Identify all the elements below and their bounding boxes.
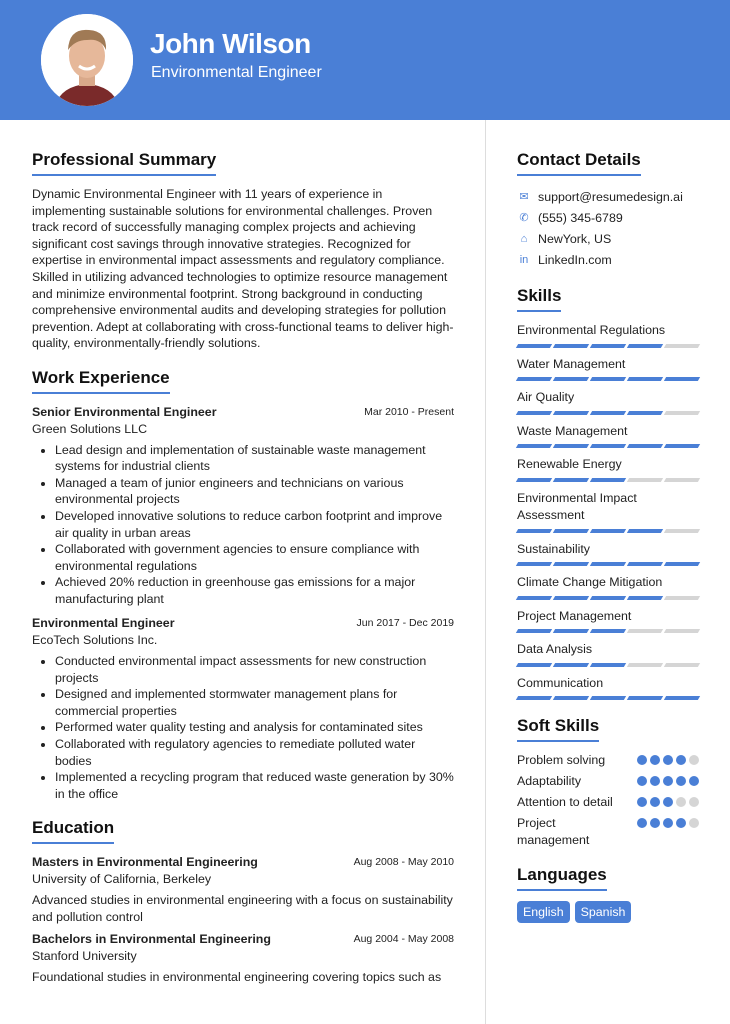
job-title: Environmental Engineer [32,616,175,631]
skill-bar-segment [664,696,700,700]
rating-dot [637,818,647,828]
rating-dot [663,755,673,765]
skill-name: Climate Change Mitigation [517,575,663,589]
experience-section [32,368,454,802]
skill-bar-segment [664,596,700,600]
skill-bar-segment [553,529,589,533]
phone-icon: ✆ [519,212,529,224]
skill-name: Data Analysis [517,642,593,656]
rating-dot [676,776,686,786]
skill-bar-segment [627,596,663,600]
skill-bar-segment [553,444,589,448]
header [0,0,730,120]
skill-bar-segment [664,529,700,533]
skill-level-bar [517,596,699,600]
skill-bar-segment [627,344,663,348]
skill-bar-segment [516,696,552,700]
soft-skill-name: Project management [517,816,590,847]
education-date: Aug 2004 - May 2008 [353,933,454,946]
skill-bar-segment [553,596,589,600]
skill-name: Communication [517,675,604,690]
envelope-icon: ✉ [519,191,529,203]
summary-text: Dynamic Environmental Engineer with 11 years of experience in implementing sustainable solutions for environmental challenges. Proven track record of successfully managing complex projects and achieving significant cost savings through innovative strategies. Recognized for expertise in environmental impact assessments and regulatory compliance. Skilled in utilizing advanced technologies to optimize resource management and minimize environmental footprint. Strong background in conducting comprehensive environmental audits and developing strategies for pollution prevention. Adept at collaborating with cross-functional teams to deliver high-quality, environmentally-friendly solutions. [32,187,454,351]
rating-dot [676,818,686,828]
skill-level-bar [517,696,699,700]
skill-bar-segment [516,377,552,381]
rating-dot [676,755,686,765]
skill-bar-segment [664,663,700,667]
rating-dot [650,776,660,786]
education-section [32,818,454,985]
rating-dot [650,818,660,828]
skill-bar-segment [516,529,552,533]
soft-skill-name: Problem solving [517,753,606,767]
skill-name: Water Management [517,356,626,371]
skill-bar-segment [590,529,626,533]
rating-dot [637,797,647,807]
skill-name: Air Quality [517,390,575,404]
contact-text: LinkedIn.com [538,252,612,267]
skills-section [517,286,699,700]
rating-dot [689,755,699,765]
rating-dot [663,797,673,807]
skill-bar-segment [553,411,589,415]
skill-bar-segment [516,596,552,600]
skill-bar-segment [590,344,626,348]
contact-item [517,249,699,270]
skill-name: Waste Management [517,423,628,438]
skill-bar-segment [664,562,700,566]
section-heading: Education [32,818,114,844]
job-date: Jun 2017 - Dec 2019 [356,617,454,630]
skill-name: Environmental Impact Assessment [517,490,637,522]
section-heading: Skills [517,286,561,312]
skill-bar-segment [590,444,626,448]
skill-bar-segment [553,663,589,667]
degree: Bachelors in Environmental Engineering [32,932,271,947]
skill-bar-segment [664,377,700,381]
job-company: EcoTech Solutions Inc. [32,633,158,648]
skill-bar-segment [553,629,589,633]
skill-bar-segment [553,344,589,348]
rating-dot [689,776,699,786]
contact-text: NewYork, US [538,231,612,246]
skill-bar-segment [590,411,626,415]
skill-level-bar [517,411,699,415]
skill-level-bar [517,629,699,633]
skill-bar-segment [516,411,552,415]
soft-skill-rating [637,752,699,769]
skill-bar-segment [627,562,663,566]
skill-bar-segment [627,629,663,633]
job-header [32,404,454,421]
rating-dot [650,797,660,807]
skill-bar-segment [516,478,552,482]
rating-dot [663,776,673,786]
job-bullet: • Developed innovative solutions to reduce carbon footprint and improve air quality in urban areas [55,508,454,541]
section-heading: Professional Summary [32,150,216,176]
contact-text: support@resumedesign.ai [538,189,683,204]
skill-level-bar [517,377,699,381]
avatar [41,14,133,106]
candidate-title: Environmental Engineer [151,64,322,81]
skill-level-bar [517,663,699,667]
skill-name: Project Management [517,608,632,623]
main-column [32,150,454,1001]
school: University of California, Berkeley [32,872,212,886]
skill-level-bar [517,529,699,533]
summary-section [32,150,454,352]
soft-skill-rating [637,794,699,811]
contact-text: (555) 345-6789 [538,210,623,225]
soft-skill-rating [637,773,699,790]
rating-dot [676,797,686,807]
education-description: Foundational studies in environmental engineering covering topics such as [32,969,442,984]
skill-bar-segment [664,629,700,633]
job-bullet: • Implemented a recycling program that reduced waste generation by 30% in the office [55,769,454,802]
candidate-name: John Wilson [150,28,311,59]
soft-skill-name: Adaptability [517,774,582,788]
skill-bar-segment [516,629,552,633]
skill-bar-segment [664,444,700,448]
soft-skill-item [517,752,699,769]
job-bullet: • Conducted environmental impact assessments for new construction projects [55,653,454,686]
skill-level-bar [517,444,699,448]
job-bullet: • Managed a team of junior engineers and technicians on various environmental projects [55,475,454,508]
job-bullets [32,442,454,608]
degree: Masters in Environmental Engineering [32,855,258,870]
education-description: Advanced studies in environmental engineering with a focus on sustainability and pollution control [32,893,453,924]
skill-bar-segment [516,562,552,566]
rating-dot [689,797,699,807]
language-badge: English [517,901,570,923]
job-title: Senior Environmental Engineer [32,404,217,419]
job-bullet: • Lead design and implementation of sustainable waste management systems for industrial clients [55,442,454,475]
skill-level-bar [517,344,699,348]
skill-bar-segment [627,529,663,533]
rating-dot [650,755,660,765]
skill-bar-segment [627,411,663,415]
job-bullet: • Performed water quality testing and analysis for contaminated sites [55,719,454,736]
skill-bar-segment [553,562,589,566]
skill-bar-segment [590,478,626,482]
side-column [517,150,699,939]
job-header [32,615,454,632]
soft-skill-item [517,815,699,849]
skill-bar-segment [516,663,552,667]
rating-dot [637,755,647,765]
job-company: Green Solutions LLC [32,421,148,436]
skill-bar-segment [627,377,663,381]
linkedin-icon: in [519,253,529,266]
skill-bar-segment [590,696,626,700]
job-bullet: • Designed and implemented stormwater management plans for commercial properties [55,686,454,719]
education-header [32,854,454,871]
job-bullet: • Collaborated with regulatory agencies to remediate polluted water bodies [55,736,454,769]
soft-skill-rating [637,815,699,849]
soft-skill-name: Attention to detail [517,795,613,809]
skill-bar-segment [664,344,700,348]
job-date: Mar 2010 - Present [364,405,454,418]
rating-dot [689,818,699,828]
skill-bar-segment [590,663,626,667]
skill-bar-segment [590,562,626,566]
skill-bar-segment [590,629,626,633]
skill-bar-segment [627,663,663,667]
job-bullet: • Achieved 20% reduction in greenhouse gas emissions for a major manufacturing plant [55,574,454,607]
skill-bar-segment [627,478,663,482]
skill-bar-segment [553,696,589,700]
section-heading: Languages [517,865,607,891]
languages-section [517,865,699,923]
skill-level-bar [517,478,699,482]
skill-bar-segment [553,377,589,381]
skill-bar-segment [590,377,626,381]
soft-skills-section [517,716,699,849]
job-bullets [32,653,454,802]
contact-section [517,150,699,270]
skill-bar-segment [516,344,552,348]
skill-bar-segment [627,444,663,448]
section-heading: Work Experience [32,368,170,394]
school: Stanford University [32,948,137,963]
contact-item [517,207,699,228]
job-bullet: • Collaborated with government agencies to ensure compliance with environmental regulations [55,541,454,574]
skill-bar-segment [664,411,700,415]
skill-level-bar [517,562,699,566]
skill-bar-segment [516,444,552,448]
contact-item [517,186,699,207]
skill-bar-segment [664,478,700,482]
education-date: Aug 2008 - May 2010 [353,856,454,869]
skill-name: Sustainability [517,541,591,556]
language-badge: Spanish [575,901,632,923]
column-divider [485,120,486,1024]
rating-dot [663,818,673,828]
skill-bar-segment [590,596,626,600]
section-heading: Contact Details [517,150,641,176]
rating-dot [637,776,647,786]
skill-name: Environmental Regulations [517,323,666,337]
skill-bar-segment [553,478,589,482]
skill-name: Renewable Energy [517,457,622,471]
soft-skill-item [517,794,699,811]
section-heading: Soft Skills [517,716,599,742]
soft-skill-item [517,773,699,790]
contact-item [517,228,699,249]
education-header [32,931,454,948]
home-icon: ⌂ [520,232,528,245]
skill-bar-segment [627,696,663,700]
